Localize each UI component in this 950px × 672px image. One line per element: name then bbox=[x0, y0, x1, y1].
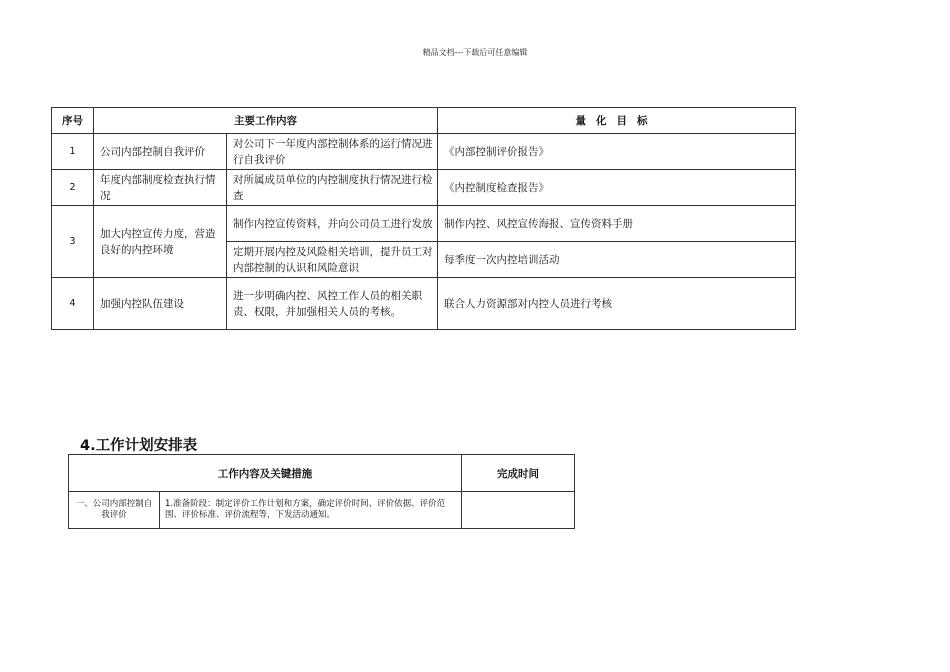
row-content: 定期开展内控及风险相关培训，提升员工对内部控制的认识和风险意识 bbox=[227, 242, 438, 278]
row-index: 1 bbox=[52, 134, 94, 170]
header-time: 完成时间 bbox=[462, 455, 575, 492]
row-stage: 一、公司内部控制自我评价 bbox=[69, 492, 160, 529]
row-task: 公司内部控制自我评价 bbox=[94, 134, 227, 170]
row-target: 《内部控制评价报告》 bbox=[438, 134, 796, 170]
row-task: 加大内控宣传力度，营造良好的内控环境 bbox=[94, 206, 227, 278]
header-note: 精品文档---下载后可任意编辑 bbox=[422, 48, 528, 57]
row-target: 联合人力资源部对内控人员进行考核 bbox=[438, 278, 796, 330]
table-row bbox=[52, 134, 796, 170]
row-index: 3 bbox=[52, 206, 94, 278]
row-index: 4 bbox=[52, 278, 94, 330]
table-header-row bbox=[69, 455, 575, 492]
header-content: 主要工作内容 bbox=[94, 108, 438, 134]
work-plan-table bbox=[68, 454, 575, 529]
row-target: 《内控制度检查报告》 bbox=[438, 170, 796, 206]
row-content: 制作内控宣传资料，并向公司员工进行发放 bbox=[227, 206, 438, 242]
work-content-table bbox=[51, 107, 796, 330]
row-target: 制作内控、风控宣传海报、宣传资料手册 bbox=[438, 206, 796, 242]
row-step: 1.准备阶段：制定评价工作计划和方案，确定评价时间、评价依据、评价范围、评价标准、评价流程等，下发活动通知。 bbox=[160, 492, 462, 529]
table-row bbox=[52, 170, 796, 206]
header-measures: 工作内容及关键措施 bbox=[69, 455, 462, 492]
header-target: 量化目标 bbox=[438, 108, 796, 134]
table-header-row bbox=[52, 108, 796, 134]
row-content: 进一步明确内控、风控工作人员的相关职责、权限，并加强相关人员的考核。 bbox=[227, 278, 438, 330]
table-row bbox=[52, 206, 796, 242]
row-content: 对公司下一年度内部控制体系的运行情况进行自我评价 bbox=[227, 134, 438, 170]
row-time bbox=[462, 492, 575, 529]
header-index: 序号 bbox=[52, 108, 94, 134]
row-target: 每季度一次内控培训活动 bbox=[438, 242, 796, 278]
table-row bbox=[69, 492, 575, 529]
section-title: 4.工作计划安排表 bbox=[80, 438, 198, 454]
row-task: 年度内部制度检查执行情况 bbox=[94, 170, 227, 206]
table-row bbox=[52, 278, 796, 330]
row-task: 加强内控队伍建设 bbox=[94, 278, 227, 330]
row-index: 2 bbox=[52, 170, 94, 206]
row-content: 对所属成员单位的内控制度执行情况进行检查 bbox=[227, 170, 438, 206]
